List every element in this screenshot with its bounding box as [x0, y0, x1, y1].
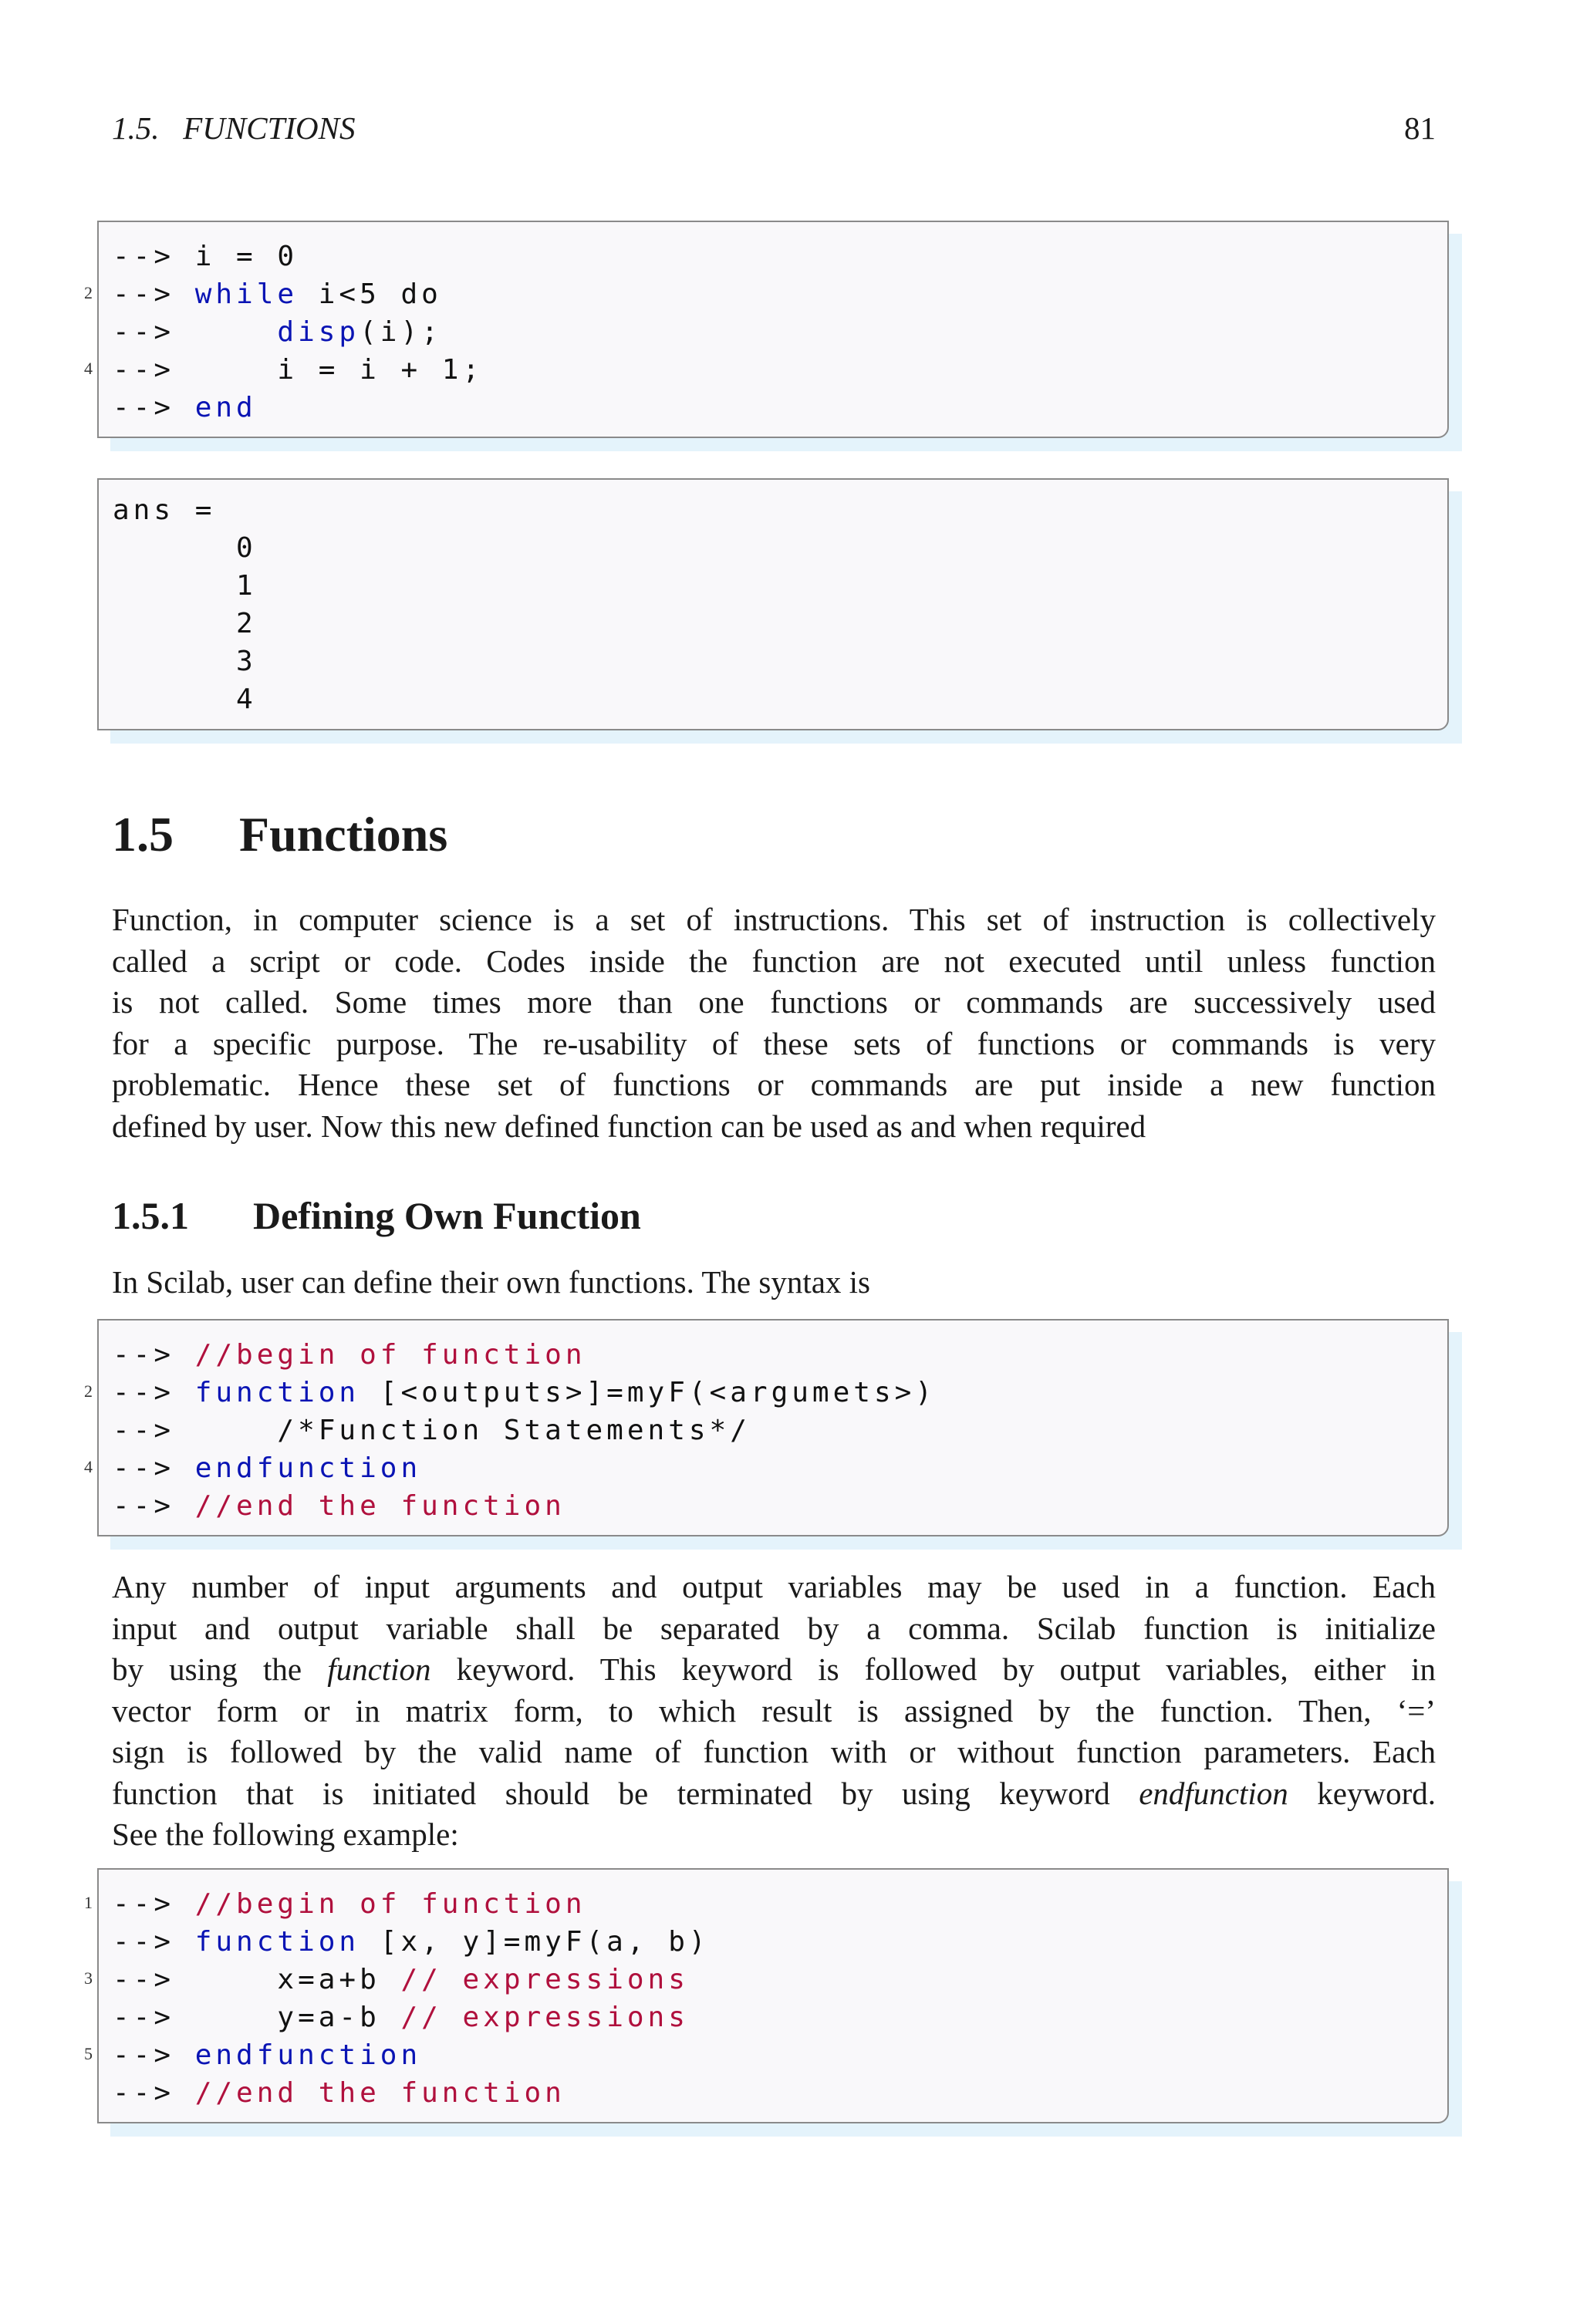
- code-line: --> //end the function: [113, 2077, 565, 2109]
- output-line: ans =: [113, 494, 216, 526]
- code-block-1: [97, 221, 1449, 438]
- output-line: 0: [113, 532, 257, 564]
- code-line: --> /*Function Statements*/: [113, 1415, 751, 1446]
- syntax-intro: [112, 1262, 1436, 1304]
- code-line: --> //begin of function: [113, 1339, 586, 1371]
- code-line: --> end: [113, 392, 257, 423]
- line-number: 2: [84, 283, 93, 302]
- line-number: 2: [84, 1381, 93, 1401]
- paragraph-line: input and output variable shall be separated by a comma. Scilab function is initialize: [112, 1610, 1436, 1646]
- output-line: 4: [113, 683, 257, 715]
- paragraph-line: vector form or in matrix form, to which result is assigned by the function. Then, ‘=’: [112, 1692, 1436, 1729]
- paragraph-line: Any number of input arguments and output variables may be used in a function. Each: [112, 1569, 1436, 1604]
- line-number: 4: [84, 359, 93, 378]
- paragraph-line: In Scilab, user can define their own functions. The syntax is: [112, 1264, 870, 1300]
- output-line: 1: [113, 570, 257, 602]
- code-line: --> //end the function: [113, 1490, 565, 1522]
- section-number: 1.5: [112, 807, 174, 862]
- code-line: --> endfunction: [113, 1452, 422, 1484]
- paragraph-line: by using the function keyword. This keyword is followed by output variables, either in: [112, 1651, 1437, 1687]
- paragraph-line: See the following example:: [112, 1816, 459, 1852]
- paragraph-line: for a specific purpose. The re-usability of these sets of functions or commands is very: [112, 1025, 1436, 1061]
- code-line: --> disp(i);: [113, 316, 442, 348]
- paragraph-line: is not called. Some times more than one functions or commands are successively used: [112, 984, 1436, 1020]
- paragraph-line: sign is followed by the valid name of function with or without function parameters. Each: [112, 1734, 1436, 1769]
- code-block-2: [97, 1319, 1449, 1536]
- code-line: --> function [<outputs>]=myF(<argumets>): [113, 1377, 936, 1408]
- line-number: 3: [84, 1968, 93, 1988]
- subsection-heading: [112, 1193, 641, 1238]
- paragraph-line: called a script or code. Codes inside the function are not executed until unless function: [112, 943, 1436, 979]
- code-line: --> //begin of function: [113, 1888, 586, 1920]
- section-title: Functions: [239, 807, 448, 862]
- paragraph-line: defined by user. Now this new defined function can be used as and when required: [112, 1108, 1146, 1144]
- code-line: --> y=a-b // expressions: [113, 2002, 689, 2033]
- code-line: --> endfunction: [113, 2039, 422, 2071]
- running-head-section: 1.5. FUNCTIONS: [112, 110, 356, 146]
- code-line: --> while i<5 do: [113, 278, 442, 310]
- paragraph-line: problematic. Hence these set of functions or commands are put inside a new function: [112, 1067, 1436, 1102]
- output-line: 2: [113, 608, 257, 639]
- paragraph-line: Function, in computer science is a set of instructions. This set of instruction is collectively: [112, 902, 1436, 937]
- page-number: 81: [1404, 110, 1436, 146]
- intro-paragraph: [112, 899, 1436, 1147]
- subsection-title: Defining Own Function: [253, 1194, 641, 1237]
- code-line: --> i = i + 1;: [113, 354, 484, 386]
- subsection-number: 1.5.1: [112, 1194, 189, 1237]
- section-heading: [112, 806, 447, 863]
- code-line: --> x=a+b // expressions: [113, 1964, 689, 1995]
- explain-paragraph: [112, 1567, 1436, 1856]
- output-line: 3: [113, 646, 257, 677]
- running-head: [112, 110, 1436, 150]
- code-line: --> function [x, y]=myF(a, b): [113, 1926, 710, 1958]
- code-line: --> i = 0: [113, 241, 299, 272]
- output-block: [97, 478, 1449, 730]
- line-number: 5: [84, 2044, 93, 2063]
- line-number: 1: [84, 1893, 93, 1912]
- paragraph-line: function that is initiated should be terminated by using keyword endfunction keyword.: [112, 1775, 1436, 1811]
- line-number: 4: [84, 1457, 93, 1476]
- code-block-3: [97, 1868, 1449, 2123]
